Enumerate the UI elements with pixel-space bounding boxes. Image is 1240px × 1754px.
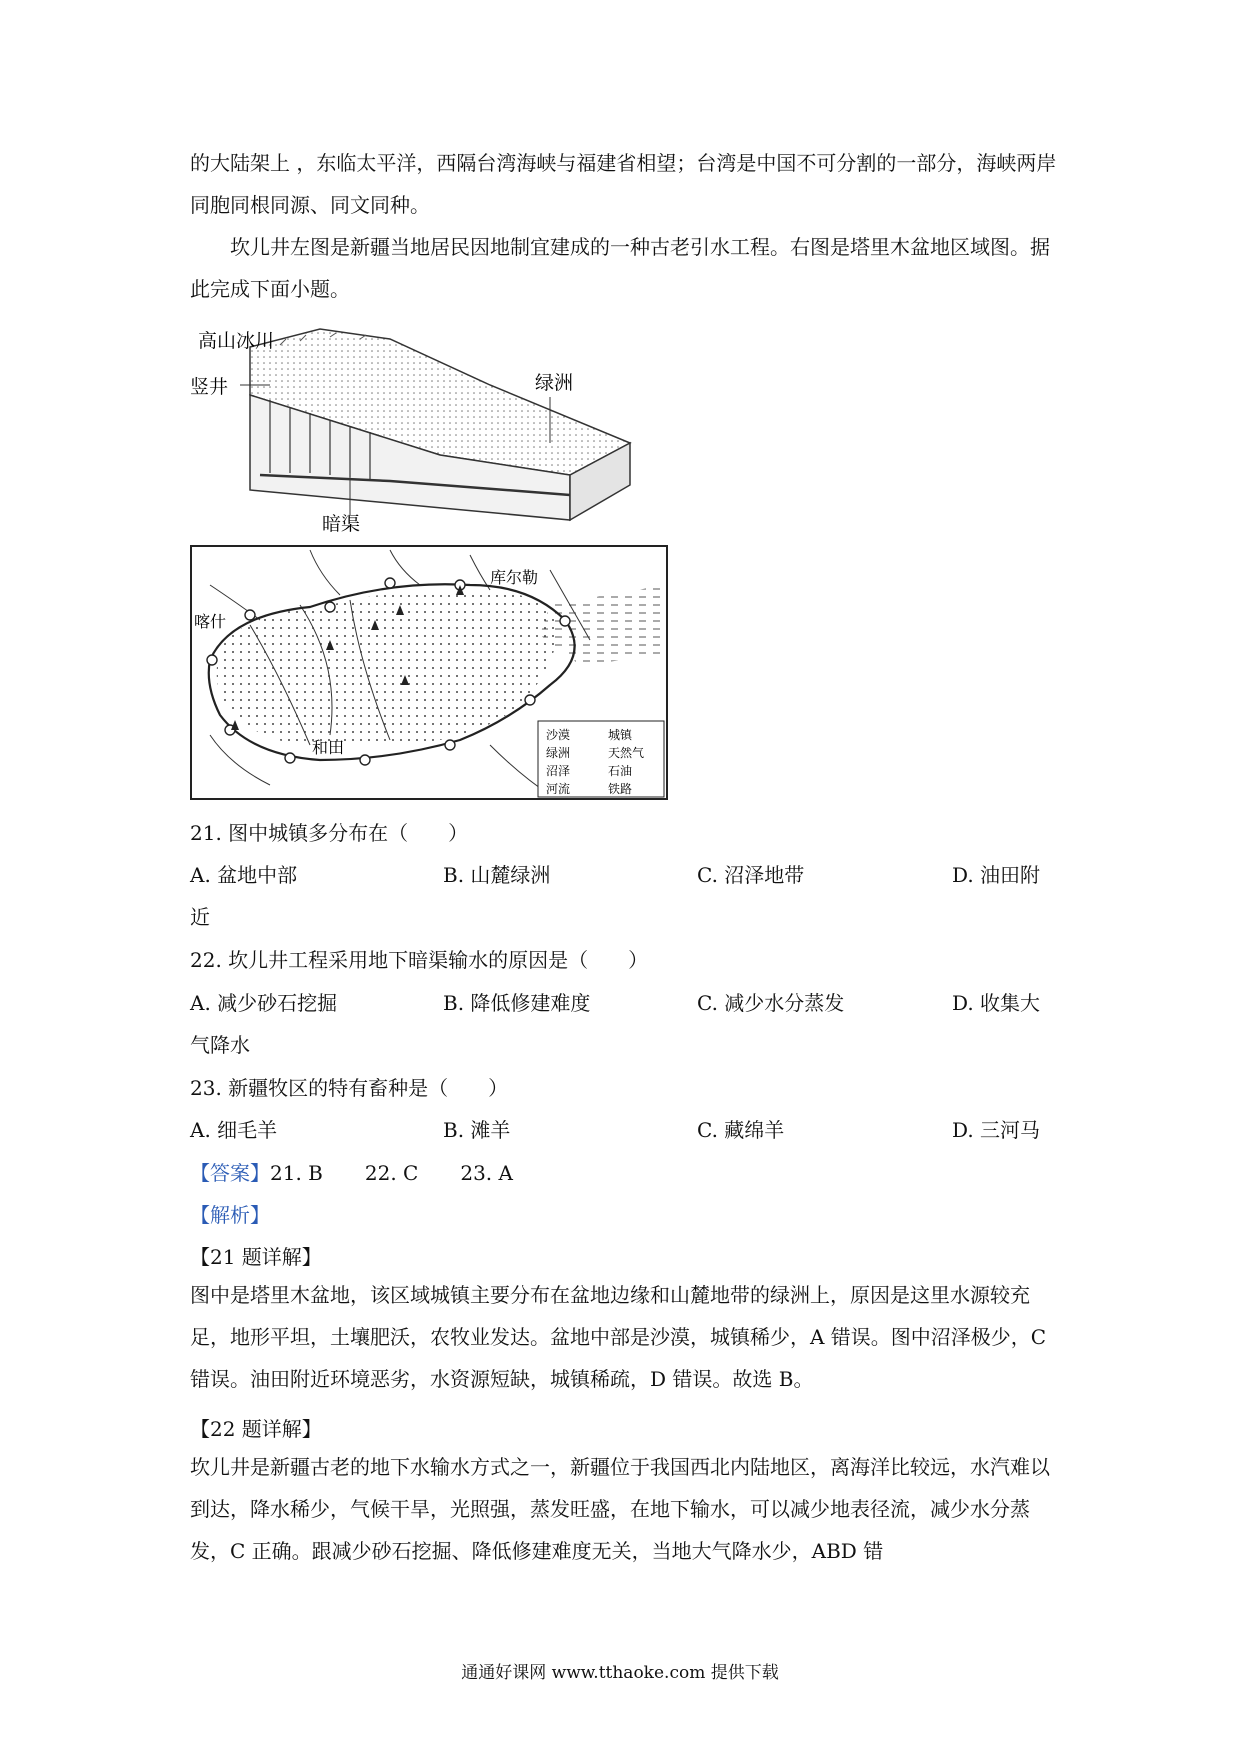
answer-21: 21. B — [270, 1161, 323, 1185]
q23-option-d: D. 三河马 — [952, 1118, 1041, 1142]
karez-diagram — [190, 325, 660, 540]
q21-option-b: B. 山麓绿洲 — [443, 863, 551, 887]
legend-desert: 沙漠 — [546, 728, 571, 742]
detail-21-title: 【21 题详解】 — [190, 1245, 322, 1269]
detail-22-title: 【22 题详解】 — [190, 1417, 322, 1441]
city-kashi: 喀什 — [194, 612, 227, 631]
answer-23: 23. A — [460, 1161, 513, 1185]
answer-tag: 【答案】 — [190, 1161, 270, 1185]
q22-option-d-wrap: 气降水 — [190, 1033, 250, 1057]
answer-line — [190, 1157, 513, 1186]
question-22-stem: 22. 坎儿井工程采用地下暗渠输水的原因是（ ） — [190, 948, 649, 972]
q22-option-c: C. 减少水分蒸发 — [697, 991, 845, 1015]
intro-paragraph-2: 坎儿井左图是新疆当地居民因地制宜建成的一种古老引水工程。右图是塔里木盆地区域图。据此完成下面小题。 — [190, 235, 1050, 301]
legend-gas: 天然气 — [608, 746, 645, 760]
q23-option-a: A. 细毛羊 — [190, 1118, 278, 1142]
detail-21-text: 图中是塔里木盆地，该区域城镇主要分布在盆地边缘和山麓地带的绿洲上，原因是这里水源较充足，地形平坦，土壤肥沃，农牧业发达。盆地中部是沙漠，城镇稀少，A 错误。图中沼泽极少，C 错误。油田附近环境恶劣，水资源短缺，城镇稀疏，D 错误。故选 B。 — [190, 1283, 1047, 1391]
q23-option-c: C. 藏绵羊 — [697, 1118, 785, 1142]
map-legend — [538, 721, 664, 797]
q22-option-d: D. 收集大 — [952, 991, 1041, 1015]
page-footer: 通通好课网 www.tthaoke.com 提供下载 — [461, 1663, 779, 1683]
question-23-stem: 23. 新疆牧区的特有畜种是（ ） — [190, 1076, 509, 1100]
legend-oil: 石油 — [608, 764, 633, 778]
label-oasis: 绿洲 — [535, 372, 574, 394]
q21-option-a: A. 盆地中部 — [190, 863, 298, 887]
legend-oasis: 绿洲 — [546, 746, 571, 760]
legend-marsh: 沼泽 — [546, 764, 571, 778]
q21-option-d-wrap: 近 — [190, 905, 210, 929]
question-21-stem: 21. 图中城镇多分布在（ ） — [190, 821, 469, 845]
analysis-tag: 【解析】 — [190, 1203, 270, 1227]
intro-paragraph-1: 的大陆架上 ，东临太平洋，西隔台湾海峡与福建省相望；台湾是中国不可分割的一部分，海峡两岸同胞同根同源、同文同种。 — [190, 151, 1057, 217]
q21-option-c: C. 沼泽地带 — [697, 863, 805, 887]
label-well: 竖井 — [190, 376, 229, 398]
city-hetian: 和田 — [312, 738, 345, 757]
q23-option-b: B. 滩羊 — [443, 1118, 511, 1142]
city-kuerle: 库尔勒 — [490, 568, 539, 587]
legend-railway: 铁路 — [608, 782, 633, 796]
q22-option-b: B. 降低修建难度 — [443, 991, 591, 1015]
legend-town: 城镇 — [608, 728, 633, 742]
tarim-basin-map — [190, 545, 668, 800]
answer-22: 22. C — [364, 1161, 419, 1185]
q21-option-d: D. 油田附 — [952, 863, 1041, 887]
detail-22-text: 坎儿井是新疆古老的地下水输水方式之一，新疆位于我国西北内陆地区，离海洋比较远，水汽难以到达，降水稀少，气候干旱，光照强，蒸发旺盛，在地下输水，可以减少地表径流，减少水分蒸发，C 正确。跟减少砂石挖掘、降低修建难度无关，当地大气降水少，ABD 错 — [190, 1455, 1050, 1563]
legend-river: 河流 — [546, 782, 571, 796]
label-glacier: 高山冰川 — [198, 330, 275, 352]
label-canal: 暗渠 — [322, 513, 361, 535]
q22-option-a: A. 减少砂石挖掘 — [190, 991, 338, 1015]
